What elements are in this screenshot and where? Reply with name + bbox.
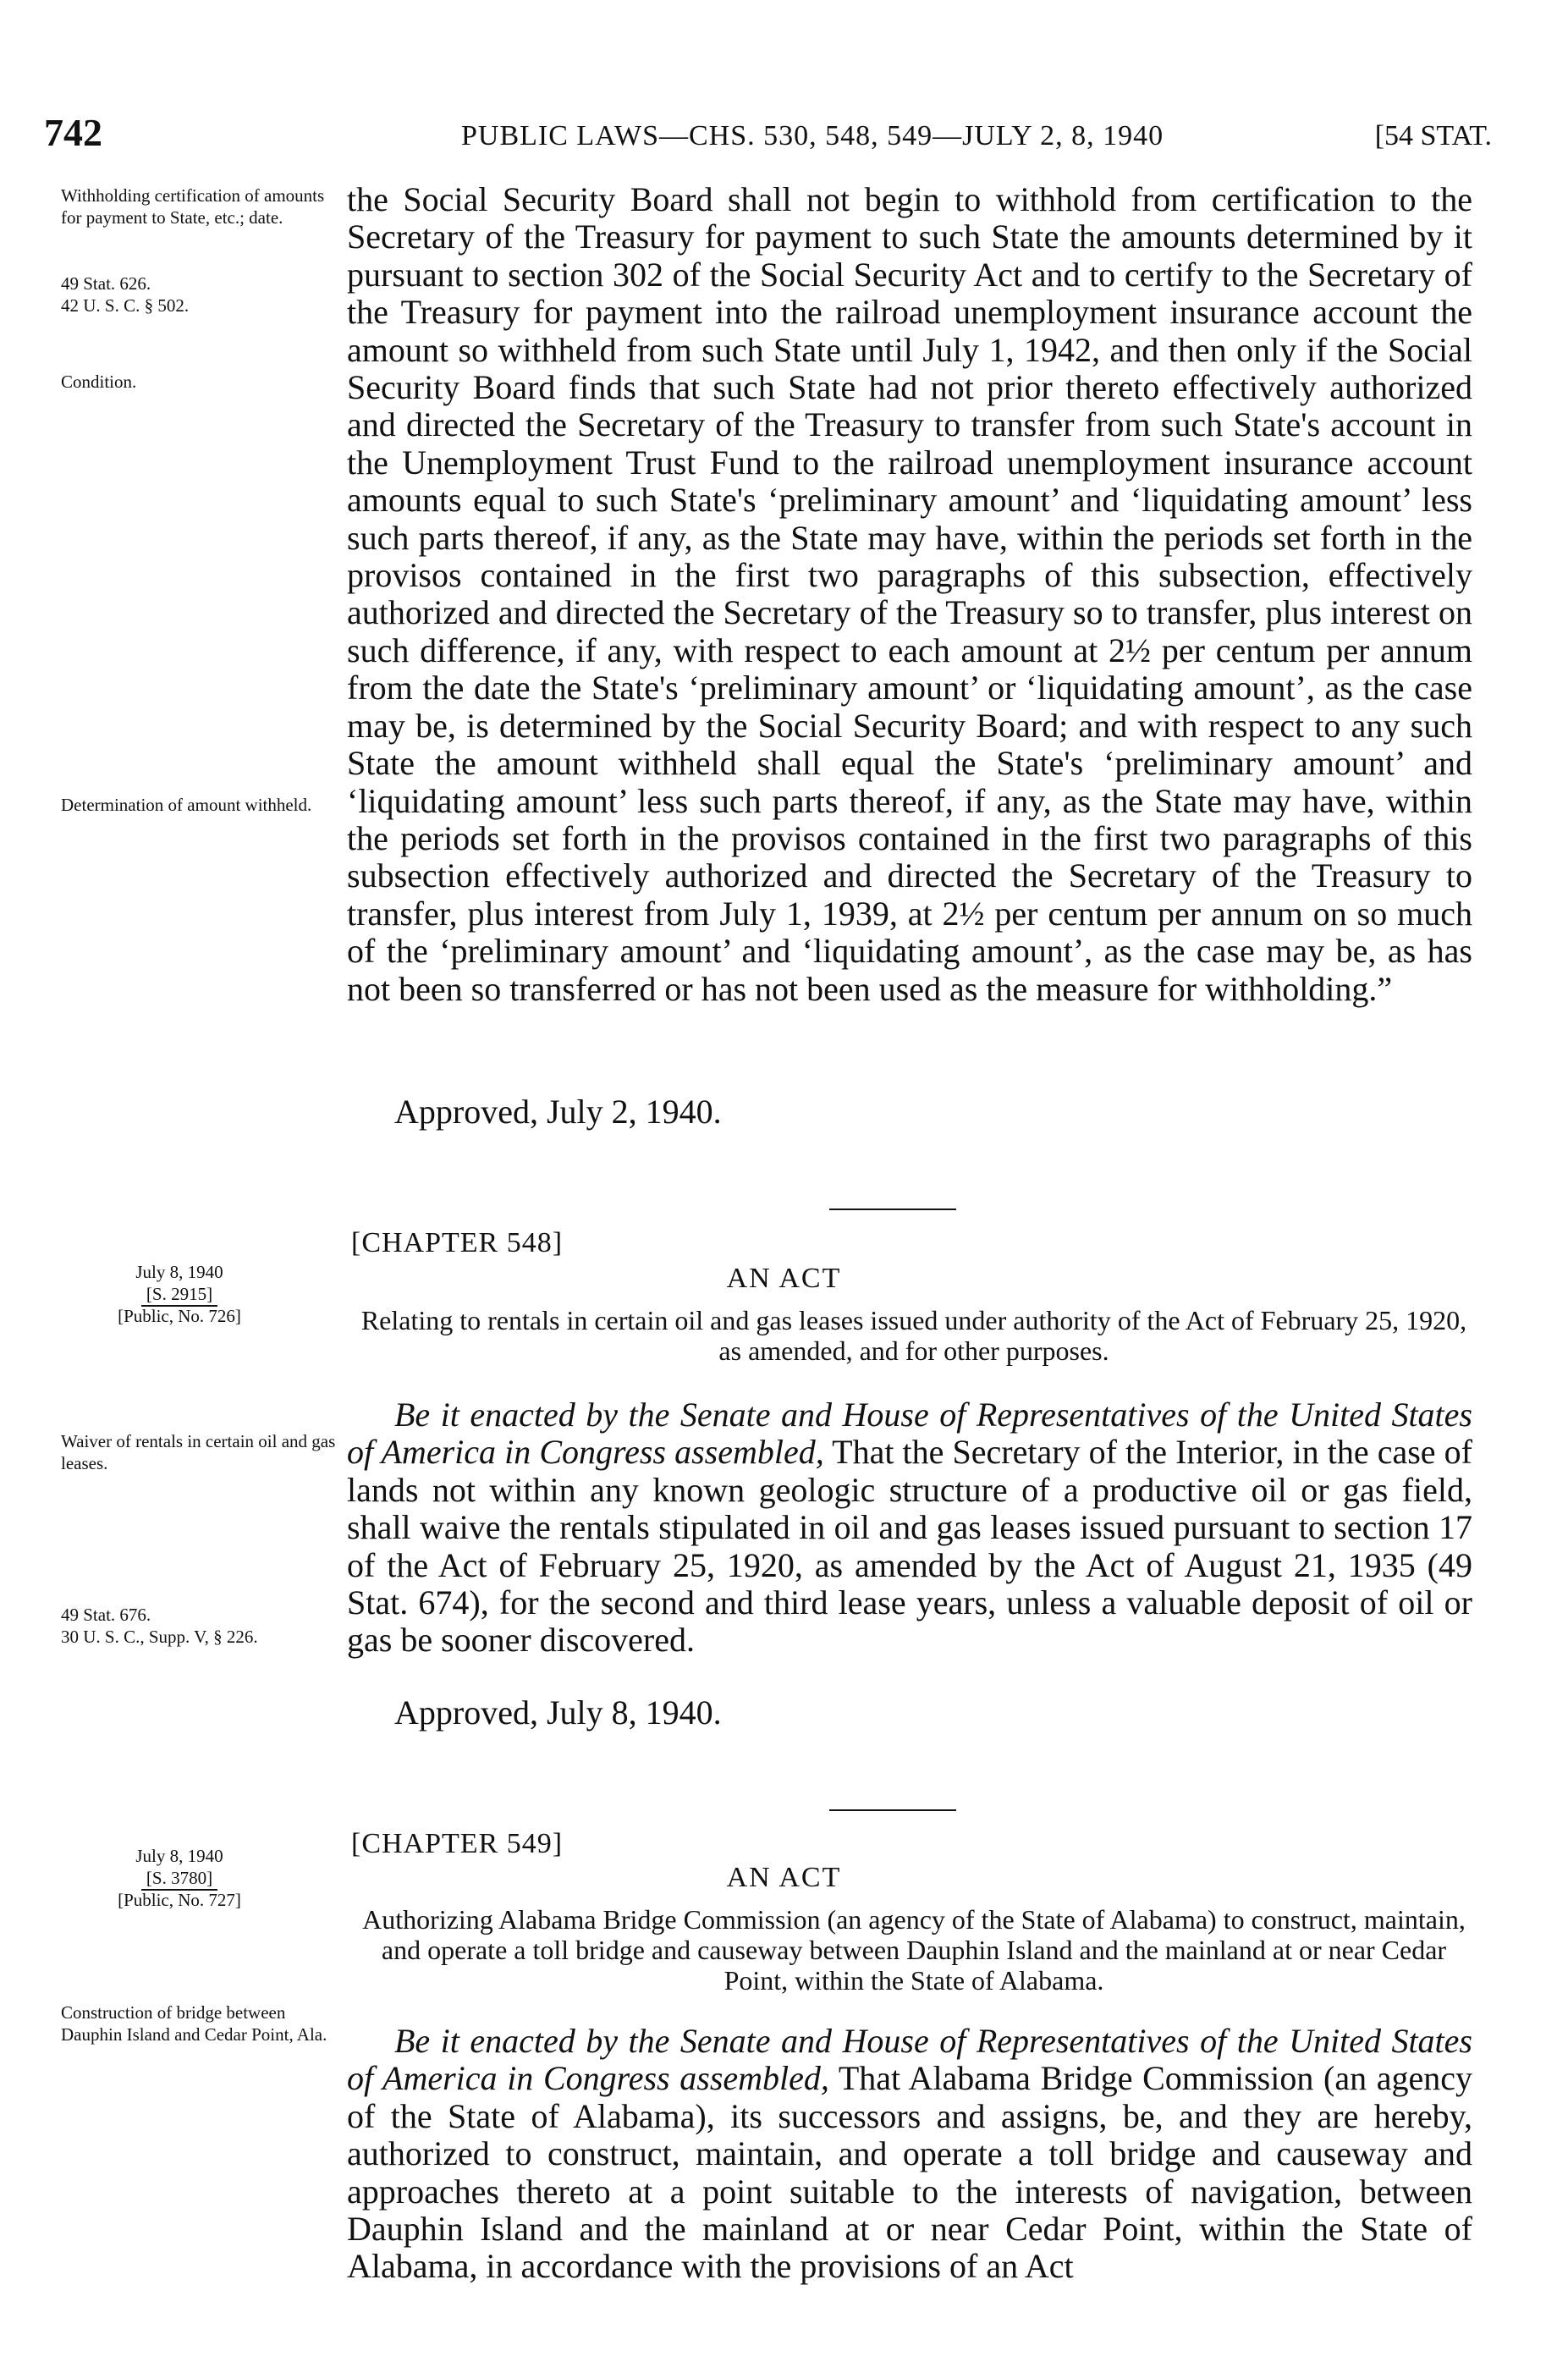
ch548-body-text: That the Secretary of the Interior, in the case of lands not within any known geologic structure of a productive oil or gas field, shall waive the rentals stipulated in oil and gas leases issued pursuant to section 17 of the Act of February 25, 1920, as amended by the Act of August 21, 1935 (49 Stat. 674), for the second and third lease years, unless a valuable deposit of oil or gas be sooner discovered.	[347, 1433, 1472, 1660]
running-head: PUBLIC LAWS—CHS. 530, 548, 549—JULY 2, 8, 1940	[461, 120, 1164, 151]
ch548-text-block	[347, 1396, 1472, 1660]
ch548-paragraph	[347, 1396, 1472, 1660]
margin-note-construction: Construction of bridge between Dauphin Island and Cedar Point, Ala.	[61, 2002, 327, 2045]
section-divider	[829, 1209, 956, 1210]
margin-note-ch549-bill: [S. 3780]	[61, 1867, 298, 1891]
margin-note-ch548-bill: [S. 2915]	[61, 1283, 298, 1307]
margin-note-usc-ref-2: 30 U. S. C., Supp. V, § 226.	[61, 1627, 258, 1647]
ch549-body-text: That Alabama Bridge Commission (an agency of the State of Alabama), its successors and assigns, be, and they are hereby, authorized to construct, maintain, and operate a toll bridge and causeway and approaches thereto at a point suitable to the interests of navigation, between Dauphin Island and the mainland at or near Cedar Point, within the State of Alabama, in accordance with the provisions of an Act	[347, 2059, 1472, 2286]
ch549-chapter-heading: [CHAPTER 549]	[351, 1828, 564, 1859]
ch549-enacting-clause: Be it enacted by the Senate and House of Representatives of the United States of America in Congress assembled,	[347, 2022, 1472, 2098]
ch548-preamble: Relating to rentals in certain oil and gas leases issued under authority of the Act of February 25, 1920, as amended, and for other purposes.	[360, 1305, 1467, 1366]
ch530-paragraph: the Social Security Board shall not begin to withhold from certification to the Secretary of the Treasury for payment to such State the amounts determined by it pursuant to section 302 of the Social Security Act and to certify to the Secretary of the Treasury for payment into the railroad unemployment insurance account the amount so withheld from such State until July 1, 1942, and then only if the Social Security Board finds that such State had not prior thereto effectively authorized and directed the Secretary of the Treasury to transfer from such State's account in the Unemployment Trust Fund to the railroad unemployment insurance account amounts equal to such State's ‘preliminary amount’ and ‘liquidating amount’ less such parts thereof, if any, as the State may have, within the periods set forth in the provisos contained in the first two paragraphs of this subsection, effectively authorized and directed the Secretary of the Treasury so to transfer, plus interest on such difference, if any, with respect to each amount at 2½ per centum per annum from the date the State's ‘preliminary amount’ or ‘liquidating amount’, as the case may be, is determined by the Social Security Board; and with respect to any such State the amount withheld shall equal the State's ‘preliminary amount’ and ‘liquidating amount’ less such parts thereof, if any, as the State may have, within the periods set forth in the provisos contained in the first two paragraphs of this subsection effectively authorized and directed the Secretary of the Treasury to transfer, plus interest from July 1, 1939, at 2½ per centum per annum on so much of the ‘preliminary amount’ and ‘liquidating amount’, as the case may be, as has not been so transferred or has not been used as the measure for withholding.”	[347, 180, 1472, 1008]
margin-note-stat-ref-2: 49 Stat. 676.	[61, 1605, 151, 1625]
ch549-preamble: Authorizing Alabama Bridge Commission (an agency of the State of Alabama) to construct, maintain, and operate a toll bridge and causeway between Dauphin Island and the mainland at or near Cedar Point, within the State of Alabama.	[362, 1904, 1466, 1996]
volume-reference: [54 STAT.	[1374, 120, 1492, 151]
section-divider	[829, 1809, 956, 1811]
margin-note-ch549-public: [Public, No. 727]	[118, 1890, 241, 1910]
ch548-approved: Approved, July 8, 1940.	[394, 1693, 722, 1732]
page-header	[0, 110, 1568, 161]
ch548-an-act: AN ACT	[726, 1263, 842, 1294]
ch530-text-block	[347, 181, 1472, 1008]
ch549-an-act: AN ACT	[726, 1862, 842, 1893]
margin-note-stat-ref: 49 Stat. 626.	[61, 273, 151, 294]
ch530-approved: Approved, July 2, 1940.	[394, 1093, 722, 1131]
ch548-enacting-clause: Be it enacted by the Senate and House of Representatives of the United States of America in Congress assembled,	[347, 1396, 1472, 1472]
margin-note-ch549-date: July 8, 1940	[135, 1846, 223, 1866]
margin-note-condition: Condition.	[61, 372, 137, 392]
margin-note-withholding: Withholding certification of amounts for payment to State, etc.; date.	[61, 185, 325, 228]
ch548-chapter-heading: [CHAPTER 548]	[351, 1227, 564, 1258]
margin-note-determination: Determination of amount withheld.	[61, 795, 312, 815]
margin-note-ch548-public: [Public, No. 726]	[118, 1306, 241, 1326]
margin-note-ch548-date: July 8, 1940	[135, 1262, 223, 1282]
margin-note-waiver: Waiver of rentals in certain oil and gas leases.	[61, 1431, 336, 1473]
ch549-paragraph	[347, 2023, 1472, 2286]
page-number: 742	[44, 111, 102, 154]
margin-note-usc-ref: 42 U. S. C. § 502.	[61, 295, 190, 316]
ch549-text-block	[347, 2023, 1472, 2286]
